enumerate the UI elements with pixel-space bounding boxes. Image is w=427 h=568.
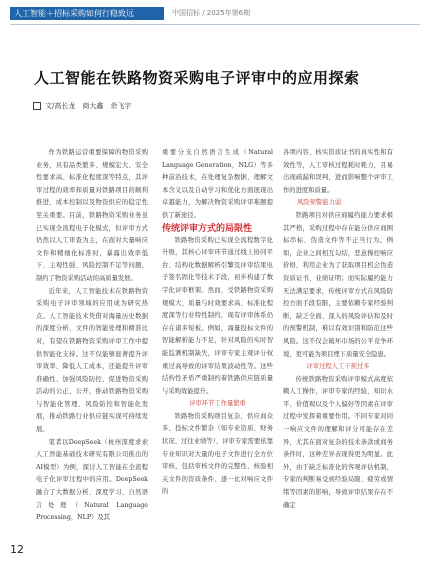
paragraph: 铁路物资采购项目复杂，供应商众多、投标文件繁杂（如专业资质、财务状况、过往业绩等），评审专家需要依靠专业知识对大量的电子文件进行全方位审核，包括审核文件的完整性、核验相关文件的资质条件、逐一比对响应文件的 bbox=[162, 412, 273, 496]
column-3 bbox=[283, 147, 393, 512]
page-header bbox=[0, 0, 427, 30]
bullet-box-icon bbox=[33, 102, 41, 110]
column-2 bbox=[162, 147, 273, 499]
subsection-heading: 评审环节工作量繁重 bbox=[189, 400, 246, 408]
page-number: 12 bbox=[10, 543, 24, 556]
paragraph: 铁路物资采购已实现全流程数字化升级，其核心评审环节通过线上协同平台、结构化数据解析引擎及评审结果电子签名固化等技术手段，初步构建了数字化评审框架。然而，受铁路物资采购规模大、质量与时效要求高、标准化程度深等行业特性制约，现有评审体系仍存在诸多短板。例如，海量投标文件的智能解析能力不足，针对风险的实时智能监测机制缺失，评审专家主观评分权重过高导致的评审结果波动性等。这些结构性矛盾严重制约着铁路供应链质量与采购效能提升。 bbox=[162, 236, 273, 395]
subsection-heading: 评审过程人工干预过多 bbox=[306, 363, 370, 371]
column-1 bbox=[36, 147, 148, 525]
paragraph: 铁路项目对供应商履约能力要求极其严格，采购过程中存在能分供应商围标串标、伪造文件等不正当行为。例如，企业之间相互勾结，恶意操控响应价格，利用企业为了获取项目机会伪造资质证书、业绩证明；而实际履约能力无法满足要求，传统评审方式在风险防控方面手段有限，主要依赖专家经验判断，缺乏全面、深入的风险评估和及时的预警机制，难以有效识别和防范这些风险。这不仅会破坏市场的公平竞争环境，更可能为项目埋下质量安全隐患。 bbox=[283, 211, 393, 358]
paragraph: 传统铁路物资采购评审模式高度依赖人工操作，评审专家的经验、知识水平、价值观以及个人偏好等因素在评审过程中发挥着重要作用。不同专家对同一响应文件的理解和评分可能存在差异，尤其在面对复杂的技术条款或商务条件时，这种差异表现得更为明显。此外，由于缺乏标准化的客观评估机制，专家的判断易受到经验局限、疲劳或情绪等因素的影响，导致评审结果存在不确定 bbox=[283, 375, 393, 509]
paragraph: 作为铁路运营重要保障的物资采购业务，具有品类繁多、规模宏大、安全性要求高、标准化程度深等特点，其评审过程的效率和质量对铁路项目的顺利推进、成本控制以及物资供应的稳定性至关重要。目前，铁路物资采购业务虽已实现全流程电子化模式，但评审方式仍然以人工审查为主，在面对大量响应文件和精细化标准时，暴露出效率低下、主观性强、风险控制不足等问题，制约了物资采购活动的高质量发展。 bbox=[36, 149, 148, 282]
subsection-heading: 风险预警能力弱 bbox=[297, 199, 342, 207]
column-label: 人工智能＋招标采购如何行稳致远 bbox=[10, 7, 164, 20]
header-rule bbox=[10, 24, 420, 25]
article-title: 人工智能在铁路物资采购电子评审中的应用探索 bbox=[34, 69, 360, 87]
authors-line bbox=[33, 101, 131, 111]
paragraph: 近年来，人工智能技术在铁路物资采购电子评审领域的应用成为研究热点。人工智能技术凭借对海量历史数据的深度分析、文件的智能处理和精准比对，有望在铁路物资采购评审工作中提供智能化支持。这不仅能够显著提升评审效率、降低人工成本，还能提升评审准确性、加强风险防控、促进物资采购活动的公正、公开，推动铁路物资采购与智能化管理、风险防控和智能化发展，推动铁路行业供应链实现可持续发展。 bbox=[36, 287, 148, 434]
paragraph: 各项内容、核实资质证书的真实性和有效性等，人工审核过程耗时耗力，且易出现疏漏和误判，进而影响整个评审工作的进度和质量。 bbox=[283, 149, 393, 194]
paragraph: 笔者以DeepSeek（杭州深度求索人工智能基础技术研究有限公司推出的AI模型）为例，探讨人工智能在全流程电子化评审过程中的应用。DeepSeek融合了大数据分析、深度学习、自然语言处理（Natural Language Processing，NLP）及其 bbox=[36, 438, 148, 522]
section-heading: 传统评审方式的局限性 bbox=[162, 223, 253, 234]
paragraph: 重要分支自然语言生成（Natural Language Generation，NLG）等多种前沿技术，在处理复杂数据、理解文本含义以及自动学习和优化方面展现出卓越能力，为解决物资采购评审难题提供了新途径。 bbox=[162, 149, 273, 219]
authors-text: 文/高长龙 商大鑫 余飞宇 bbox=[45, 102, 132, 110]
issue-info: 中国招标 / 2025年第6期 bbox=[172, 9, 251, 17]
